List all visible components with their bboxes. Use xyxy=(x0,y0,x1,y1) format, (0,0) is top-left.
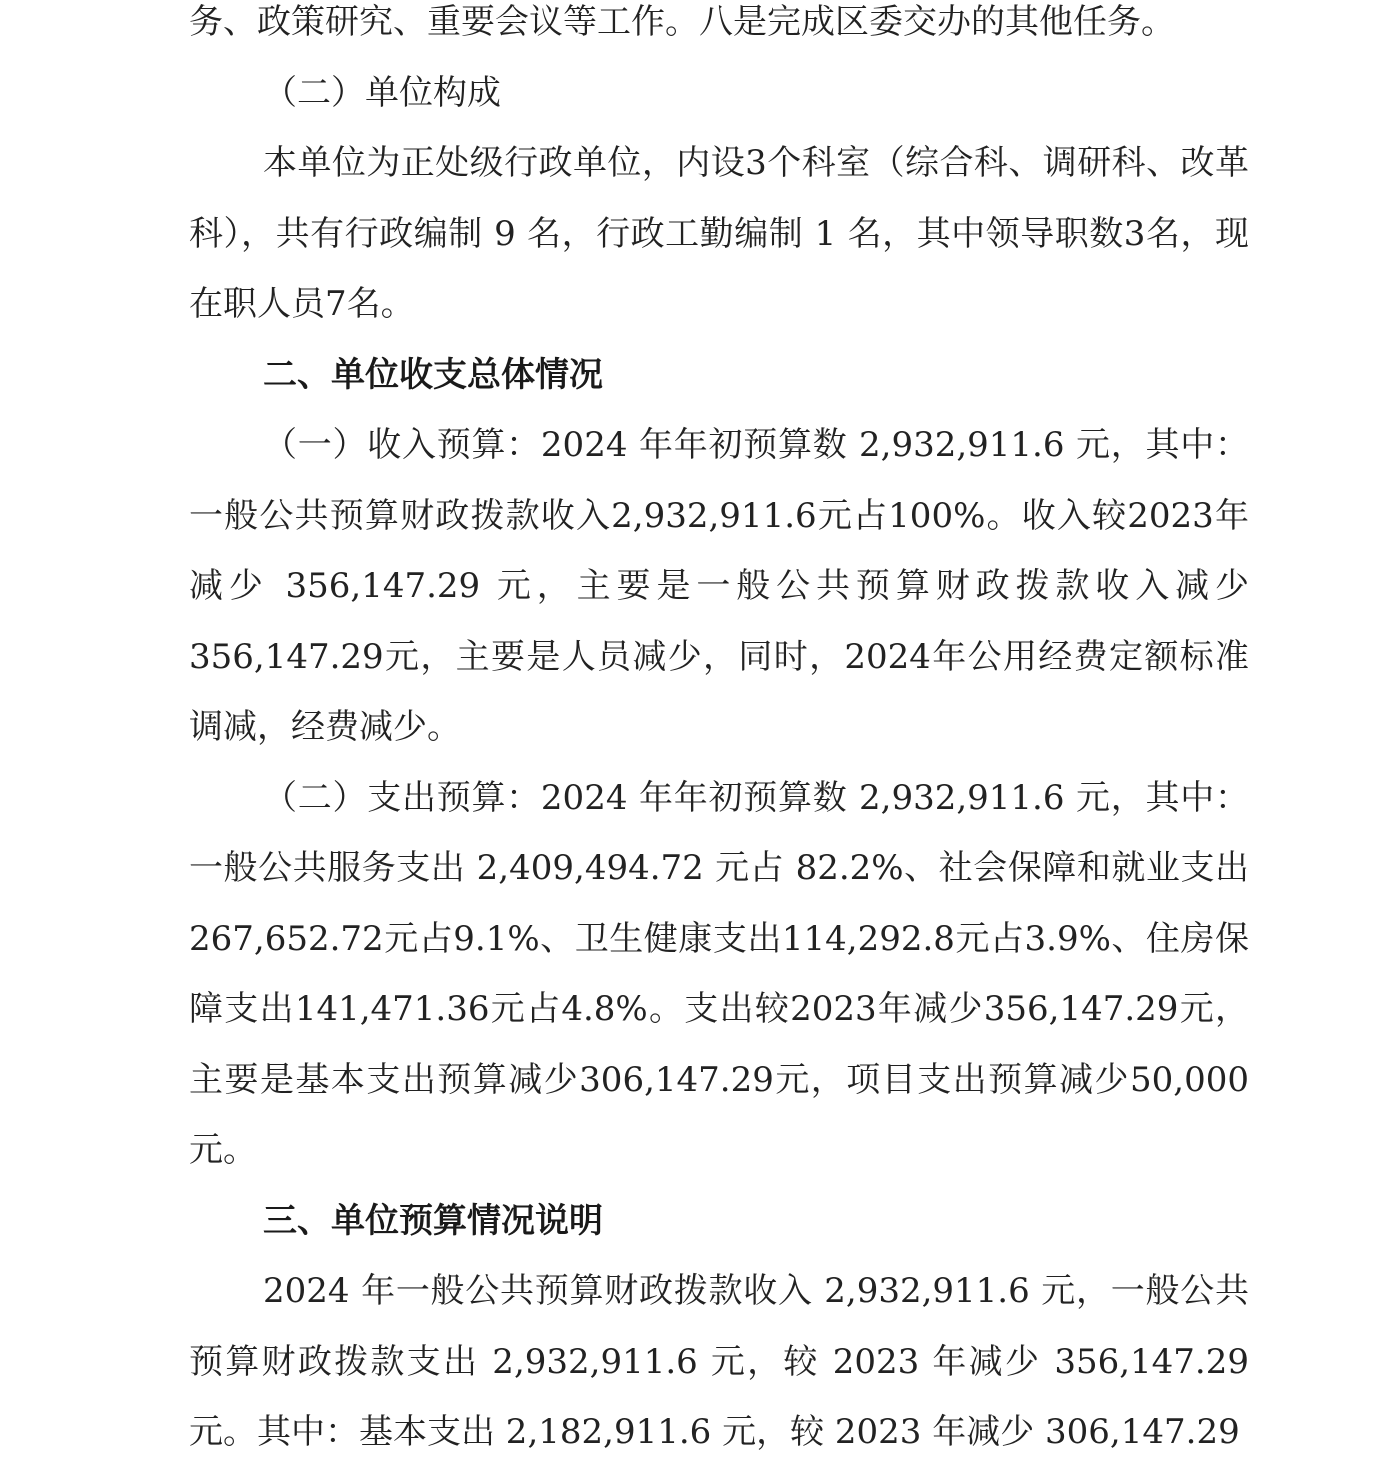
paragraph-duties-end: 务、政策研究、重要会议等工作。八是完成区委交办的其他任务。 xyxy=(189,2,1175,42)
section-heading-budget-explanation: 三、单位预算情况说明 xyxy=(263,1200,603,1241)
paragraph-expenditure-budget: （二）支出预算：2024 年年初预算数 2,932,911.6 元，其中：一般公共服务支出 2,409,494.72 元占 82.2%、社会保障和就业支出267,652.72元占9.1%、卫生健康支出114,292.8元占3.9%、住房保障支出141,471.36元占4.8%。支出较2023年减少356,147.29元，主要是基本支出预算减少306,147.29元，项目支出预算减少50,000元。 xyxy=(189,777,1249,1170)
subheading-unit-composition: （二）单位构成 xyxy=(263,72,501,113)
document-body xyxy=(189,0,1249,1468)
paragraph-unit-composition: 本单位为正处级行政单位，内设3个科室（综合科、调研科、改革科），共有行政编制 9 名，行政工勤编制 1 名，其中领导职数3名，现在职人员7名。 xyxy=(189,143,1249,324)
paragraph-income-budget: （一）收入预算：2024 年年初预算数 2,932,911.6 元，其中：一般公共预算财政拨款收入2,932,911.6元占100%。收入较2023年减少 356,147.29 元，主要是一般公共预算财政拨款收入减少356,147.29元，主要是人员减少，同时，2024年公用经费定额标准调减，经费减少。 xyxy=(189,425,1249,747)
section-heading-income-expense: 二、单位收支总体情况 xyxy=(263,354,603,395)
paragraph-budget-explanation: 2024 年一般公共预算财政拨款收入 2,932,911.6 元，一般公共预算财政拨款支出 2,932,911.6 元，较 2023 年减少 356,147.29 元。其中：基本支出 2,182,911.6 元，较 2023 年减少 306,147.29 xyxy=(189,1271,1249,1452)
